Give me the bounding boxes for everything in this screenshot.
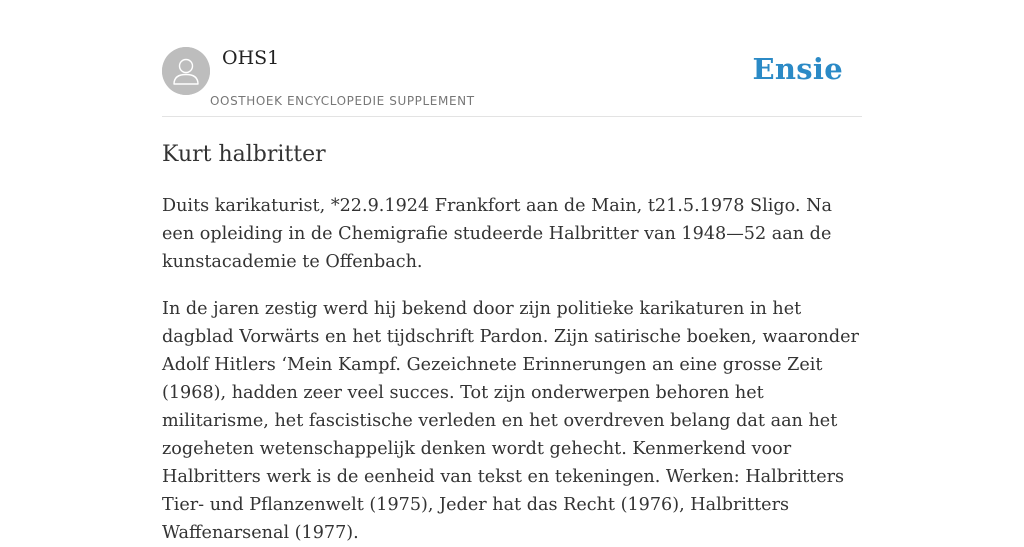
source-subtitle[interactable]: OOSTHOEK ENCYCLOPEDIE SUPPLEMENT (210, 94, 475, 108)
page-title: Kurt halbritter (162, 142, 326, 167)
brand-logo[interactable]: Ensie (752, 52, 843, 86)
article-paragraph-1: Duits karikaturist, *22.9.1924 Frankfort aan de Main, t21.5.1978 Sligo. Na een opleiding in de Chemigrafie studeerde Halbritter van 1948—52 aan de kunstacademie te Offenbach. (162, 196, 832, 272)
article-paragraph-2: In de jaren zestig werd hij bekend door zijn politieke karikaturen in het dagblad Vorwärts en het tijdschrift Pardon. Zijn satirische boeken, waaronder Adolf Hitlers ‘Mein Kampf. Gezeichnete Erinnerungen an eine grosse Zeit (1968), hadden zeer veel succes. Tot zijn onderwerpen behoren het militarisme, het fascistische verleden en het overdreven belang dat aan het zogeheten wetenschappelijk denken wordt gehecht. Kenmerkend voor Halbritters werk is de eenheid van tekst en tekeningen. Werken: Halbritters Tier- und Pflanzenwelt (1975), Jeder hat das Recht (1976), Halbritters Waffenarsenal (1977). (162, 299, 859, 543)
user-placeholder-icon[interactable] (162, 47, 210, 95)
header (162, 0, 862, 117)
author-name[interactable]: OHS1 (222, 47, 280, 69)
